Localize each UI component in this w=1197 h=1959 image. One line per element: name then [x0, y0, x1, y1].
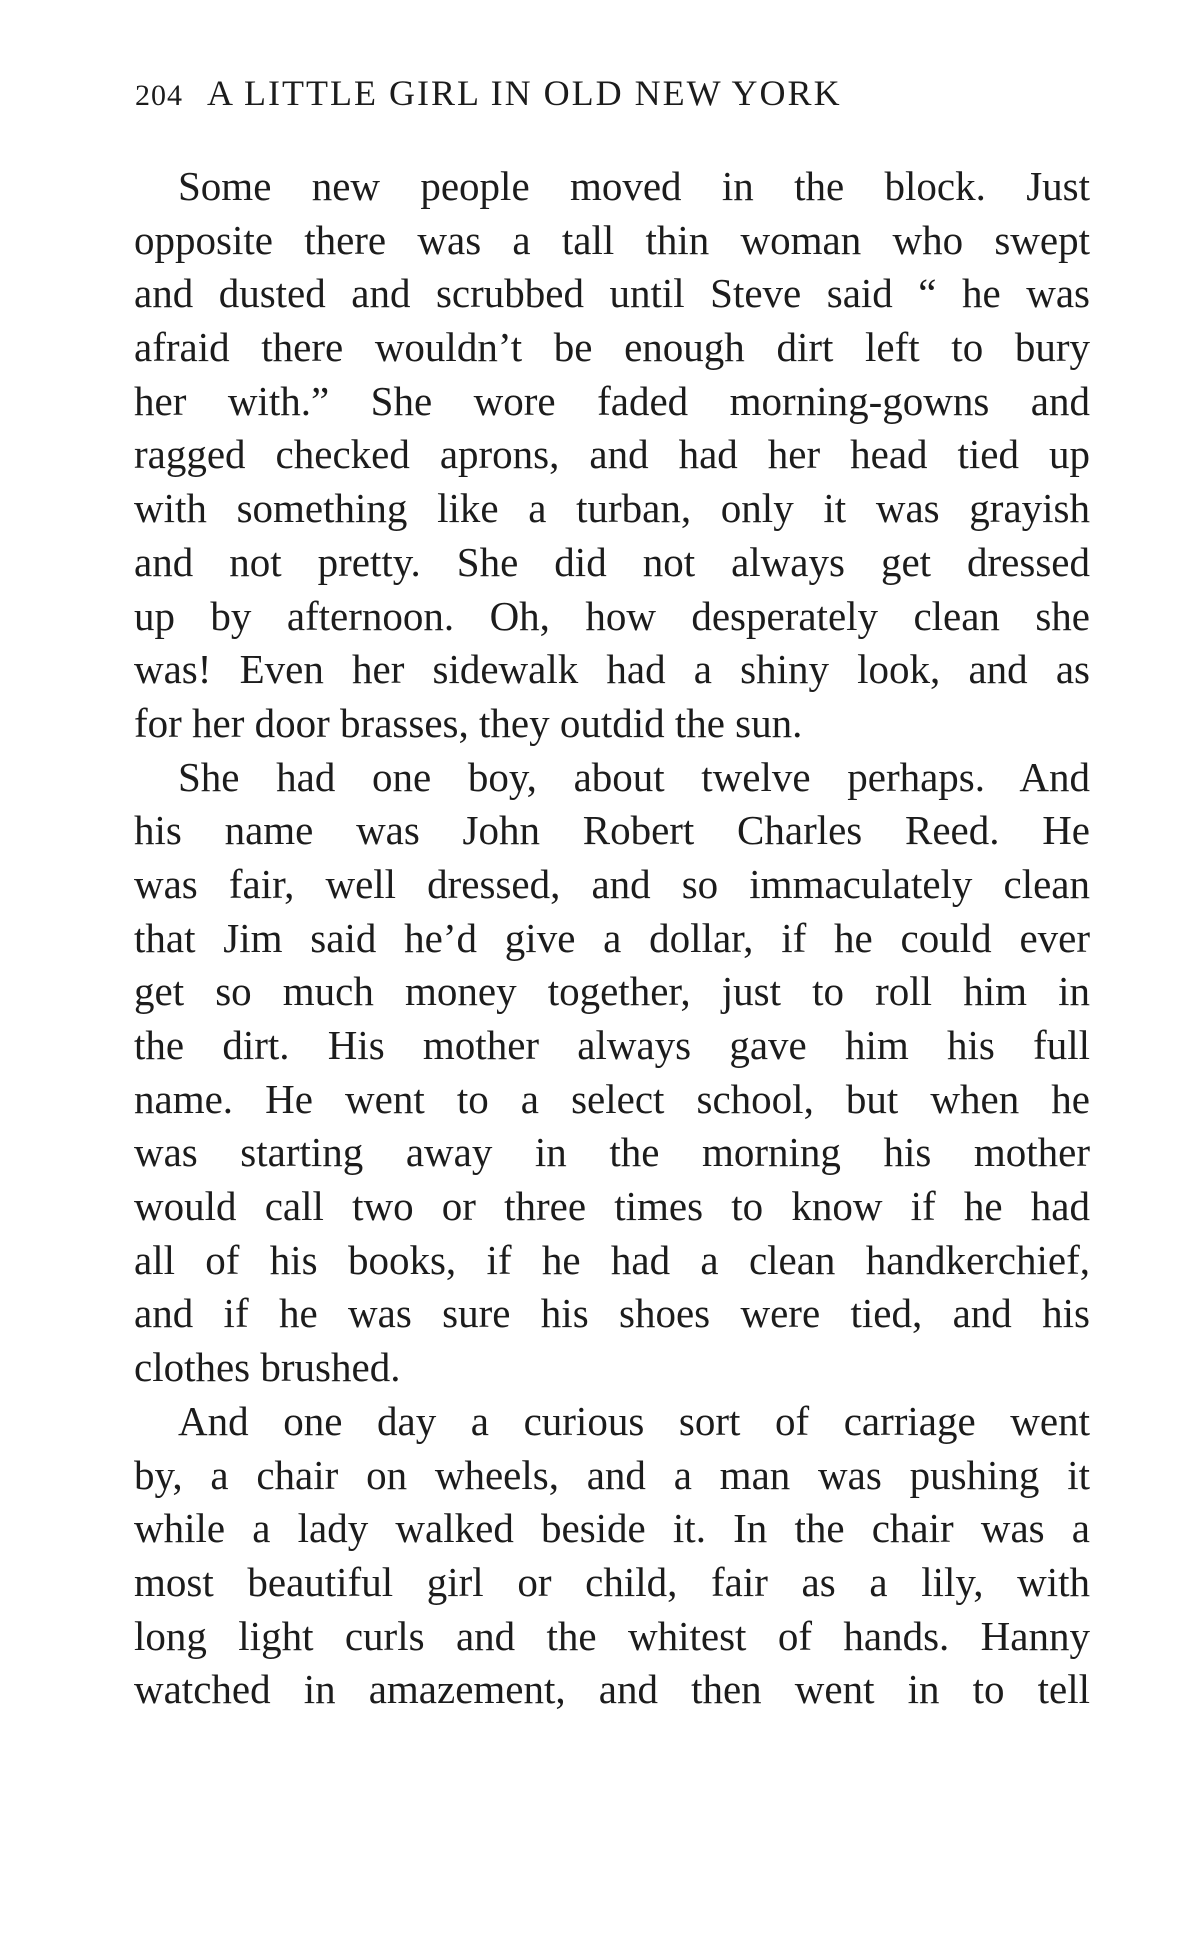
paragraph [134, 751, 1090, 1395]
text-line: and if he was sure his shoes were tied, and his [134, 1290, 1090, 1337]
text-line: with something like a turban, only it was grayish [134, 485, 1090, 532]
text-line: her with.” She wore faded morning-gowns and [134, 377, 1090, 424]
text-line: was starting away in the morning his mother [134, 1129, 1090, 1176]
paragraph [134, 160, 1090, 751]
text-line: was fair, well dressed, and so immaculately clean [134, 860, 1090, 907]
text-line: She had one boy, about twelve perhaps. And [178, 753, 1090, 800]
text-line: clothes brushed. [134, 1344, 401, 1391]
page-number: 204 [135, 79, 183, 112]
text-line: get so much money together, just to roll him in [134, 968, 1090, 1015]
text-line: while a lady walked beside it. In the chair was a [134, 1505, 1090, 1552]
text-line: and dusted and scrubbed until Steve said “ he was [134, 270, 1090, 317]
text-line: up by afternoon. Oh, how desperately clean she [134, 592, 1090, 639]
text-line: and not pretty. She did not always get dressed [134, 538, 1090, 585]
text-line: opposite there was a tall thin woman who swept [134, 216, 1090, 263]
text-line: most beautiful girl or child, fair as a lily, with [134, 1558, 1090, 1605]
text-line: long light curls and the whitest of hands. Hanny [134, 1612, 1090, 1659]
text-line: And one day a curious sort of carriage went [178, 1397, 1090, 1444]
text-line: was! Even her sidewalk had a shiny look, and as [134, 646, 1090, 693]
text-line: the dirt. His mother always gave him his full [134, 1022, 1090, 1068]
text-line: would call two or three times to know if he had [134, 1183, 1090, 1230]
text-line: his name was John Robert Charles Reed. He [134, 807, 1090, 854]
text-line: watched in amazement, and then went in to tell [134, 1666, 1090, 1713]
text-line: for her door brasses, they outdid the sun. [134, 699, 803, 746]
running-header [135, 72, 1095, 114]
text-line: afraid there wouldn’t be enough dirt left to bury [134, 324, 1090, 371]
text-line: Some new people moved in the block. Just [178, 163, 1090, 209]
text-line: that Jim said he’d give a dollar, if he could ever [134, 914, 1090, 961]
text-line: name. He went to a select school, but when he [134, 1075, 1090, 1122]
text-line: all of his books, if he had a clean handkerchief, [134, 1236, 1090, 1283]
text-line: by, a chair on wheels, and a man was pushing it [134, 1451, 1090, 1498]
running-title: A LITTLE GIRL IN OLD NEW YORK [207, 73, 842, 113]
text-line: ragged checked aprons, and had her head tied up [134, 431, 1090, 478]
paragraph [134, 1395, 1090, 1717]
body-text [134, 160, 1090, 1717]
